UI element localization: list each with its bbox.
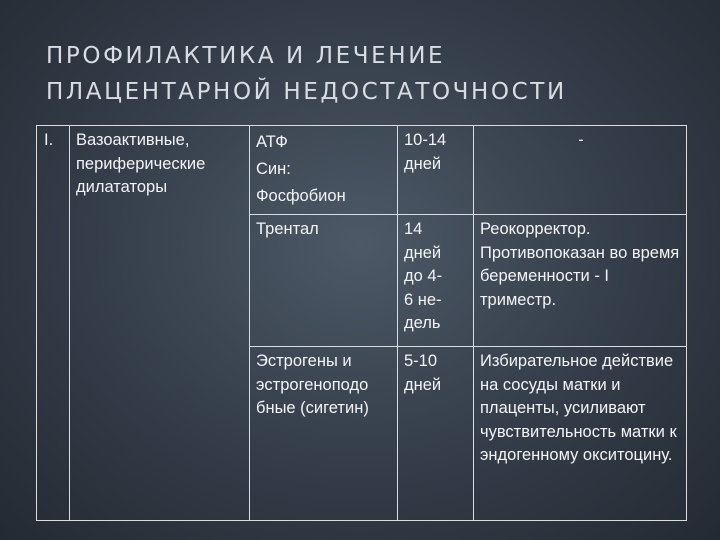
title-line-2: ПЛАЦЕНТАРНОЙ НЕДОСТАТОЧНОСТИ bbox=[46, 79, 567, 105]
duration-line: дней bbox=[404, 375, 442, 394]
duration-line: дней bbox=[404, 154, 442, 173]
page-title bbox=[46, 38, 706, 110]
roman-numeral-cell: I. bbox=[37, 126, 70, 521]
drug-line: эстрогеноподо bbox=[256, 375, 369, 394]
duration-cell bbox=[398, 126, 474, 215]
duration-line: 10-14 bbox=[404, 131, 447, 149]
note-cell: Реокорректор. Противопоказан во время беременности - I триместр. bbox=[474, 215, 687, 347]
treatment-table bbox=[36, 125, 687, 521]
title-line-1: ПРОФИЛАКТИКА И ЛЕЧЕНИЕ bbox=[46, 43, 446, 69]
drug-line: Фосфобион bbox=[256, 187, 346, 205]
duration-line: до 4- bbox=[404, 267, 443, 285]
duration-line: 14 bbox=[404, 220, 423, 238]
duration-line: дней bbox=[404, 243, 442, 262]
drug-cell bbox=[250, 215, 398, 347]
duration-cell bbox=[398, 215, 474, 347]
drug-group-cell: Вазоактивные, периферические дилататоры bbox=[70, 126, 250, 521]
drug-line: Трентал bbox=[256, 220, 319, 238]
drug-line: Эстрогены и bbox=[256, 352, 352, 370]
duration-cell bbox=[398, 347, 474, 521]
duration-line: 6 не- bbox=[404, 290, 442, 309]
duration-line: дель bbox=[404, 314, 441, 332]
note-cell: Избирательное действие на сосуды матки и плаценты, усиливают чувствительность матки к эндогенному окситоцину. bbox=[474, 347, 687, 521]
drug-line: АТФ bbox=[256, 133, 288, 151]
table-row bbox=[37, 126, 687, 215]
drug-line: Син: bbox=[256, 160, 291, 178]
duration-line: 5-10 bbox=[404, 352, 438, 370]
note-cell: - bbox=[474, 126, 687, 215]
drug-cell bbox=[250, 347, 398, 521]
drug-cell bbox=[250, 126, 398, 215]
drug-line: бные (сигетин) bbox=[256, 399, 369, 417]
